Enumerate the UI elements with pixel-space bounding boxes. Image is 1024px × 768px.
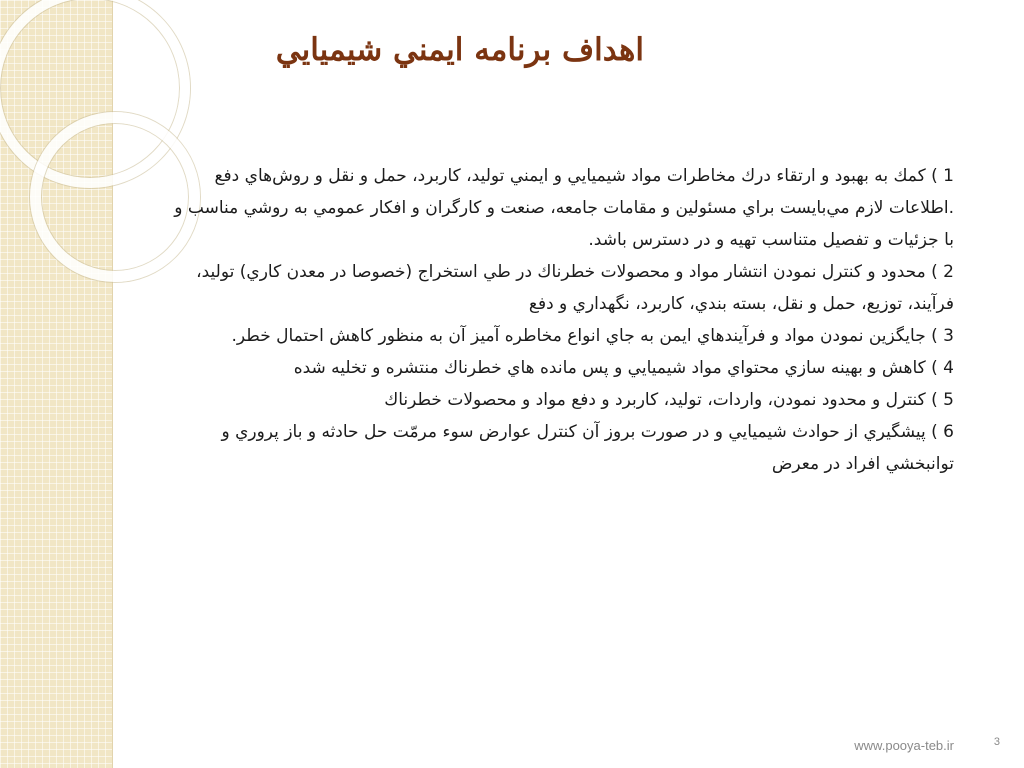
objective-item-2: 2 ) محدود و كنترل نمودن انتشار مواد و محصولات خطرناك در طي استخراج (خصوصا در معدن كاري) توليد، فرآيند، توزيع، حمل و نقل، بسته بندي، كاربرد، نگهداري و دفع (196, 262, 954, 314)
objective-item-3: 3 ) جايگزين نمودن مواد و فرآيندهاي ايمن به جاي انواع مخاطره آميز آن به منظور كاهش احتمال خطر. (231, 326, 954, 346)
slide-title: اهداف برنامه ايمني شيميايي (275, 32, 644, 68)
footer-url: www.pooya-teb.ir (854, 738, 954, 753)
objective-item-6: 6 ) پيشگيري از حوادث شيميايي و در صورت بروز آن كنترل عوارض سوء مرمّت حل حادثه و باز پروري و توانبخشي افراد در معرض (221, 422, 954, 474)
objective-item-5: 5 ) كنترل و محدود نمودن، واردات، توليد، كاربرد و دفع مواد و محصولات خطرناك (384, 390, 954, 410)
objectives-list (170, 160, 954, 480)
objective-item-4: 4 ) كاهش و بهينه سازي محتواي مواد شيميايي و پس مانده هاي خطرناك منتشره و تخليه شده (293, 358, 954, 378)
objective-item-1: 1 ) كمك به بهبود و ارتقاء درك مخاطرات مواد شيميايي و ايمني توليد، كاربرد، حمل و نقل و روش‌هاي دفع .اطلاعات لازم مي‌بايست براي مسئولين و مقامات جامعه، صنعت و كارگران و افكار عمومي به روشي مناسب و با جزئيات و تفصيل متناسب تهيه و در دسترس باشد. (174, 166, 954, 250)
page-number: 3 (993, 736, 1000, 748)
